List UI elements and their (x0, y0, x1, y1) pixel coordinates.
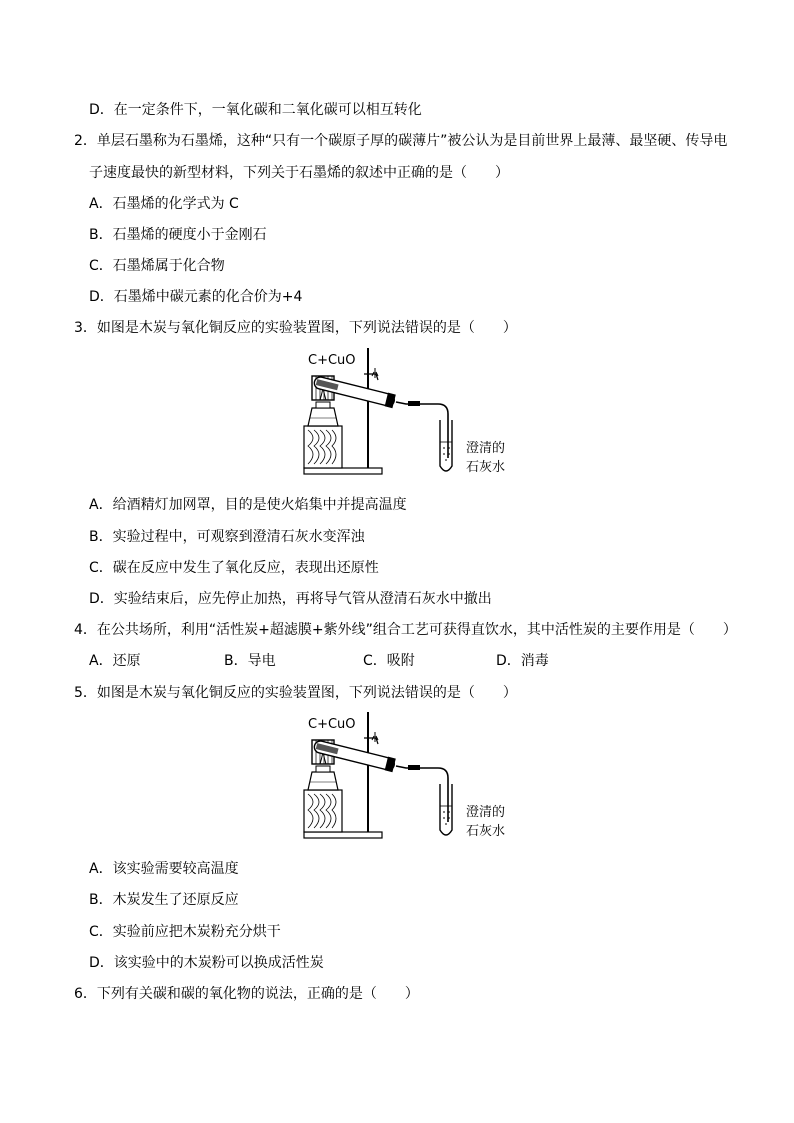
q2-option-c: C．石墨烯属于化合物 (89, 258, 225, 274)
q2-option-b: B．石墨烯的硬度小于金刚石 (89, 227, 267, 243)
q3-apparatus-figure (296, 346, 521, 481)
q5-apparatus-figure (296, 710, 521, 845)
q5-reactant-label: C+CuO (308, 717, 356, 732)
q3-stem: 3．如图是木炭与氧化铜反应的实验装置图，下列说法错误的是（ ） (74, 320, 517, 336)
q4-stem: 4．在公共场所，利用“活性炭+超滤膜+紫外线”组合工艺可获得直饮水，其中活性炭的主要作用是（ ） (74, 622, 737, 638)
q4-option-b: B．导电 (224, 653, 276, 669)
q6-stem: 6．下列有关碳和碳的氧化物的说法，正确的是（ ） (74, 986, 419, 1002)
q2-stem-line2: 子速度最快的新型材料，下列关于石墨烯的叙述中正确的是（ ） (89, 165, 509, 181)
q3-option-c: C．碳在反应中发生了氧化反应，表现出还原性 (89, 560, 379, 576)
q3-option-d: D．实验结束后，应先停止加热，再将导气管从澄清石灰水中撤出 (89, 591, 492, 607)
q4-option-d: D．消毒 (496, 653, 549, 669)
q5-option-d: D．该实验中的木炭粉可以换成活性炭 (89, 955, 324, 971)
q2-stem-line1: 2．单层石墨称为石墨烯，这种“只有一个碳原子厚的碳薄片”被公认为是目前世界上最薄、最坚硬、传导电 (74, 133, 728, 149)
q3-option-b: B．实验过程中，可观察到澄清石灰水变浑浊 (89, 529, 365, 545)
q3-reactant-label: C+CuO (308, 353, 356, 368)
q5-option-b: B．木炭发生了还原反应 (89, 892, 239, 908)
q5-limewater-label-line2: 石灰水 (466, 824, 506, 839)
q2-option-a: A．石墨烯的化学式为 C (89, 196, 239, 212)
q3-limewater-label-line1: 澄清的 (466, 441, 506, 456)
q4-options-row (0, 652, 794, 670)
q4-option-c: C．吸附 (363, 653, 415, 669)
q2-option-d: D．石墨烯中碳元素的化合价为+4 (89, 289, 303, 305)
q5-stem: 5．如图是木炭与氧化铜反应的实验装置图，下列说法错误的是（ ） (74, 685, 517, 701)
q3-limewater-label-line2: 石灰水 (466, 460, 506, 475)
q3-option-a: A．给酒精灯加网罩，目的是使火焰集中并提高温度 (89, 497, 407, 513)
q5-option-a: A．该实验需要较高温度 (89, 861, 239, 877)
q5-option-c: C．实验前应把木炭粉充分烘干 (89, 924, 281, 940)
q1-option-d: D．在一定条件下，一氧化碳和二氧化碳可以相互转化 (89, 102, 422, 118)
q4-option-a: A．还原 (89, 653, 141, 669)
q5-limewater-label-line1: 澄清的 (466, 805, 506, 820)
